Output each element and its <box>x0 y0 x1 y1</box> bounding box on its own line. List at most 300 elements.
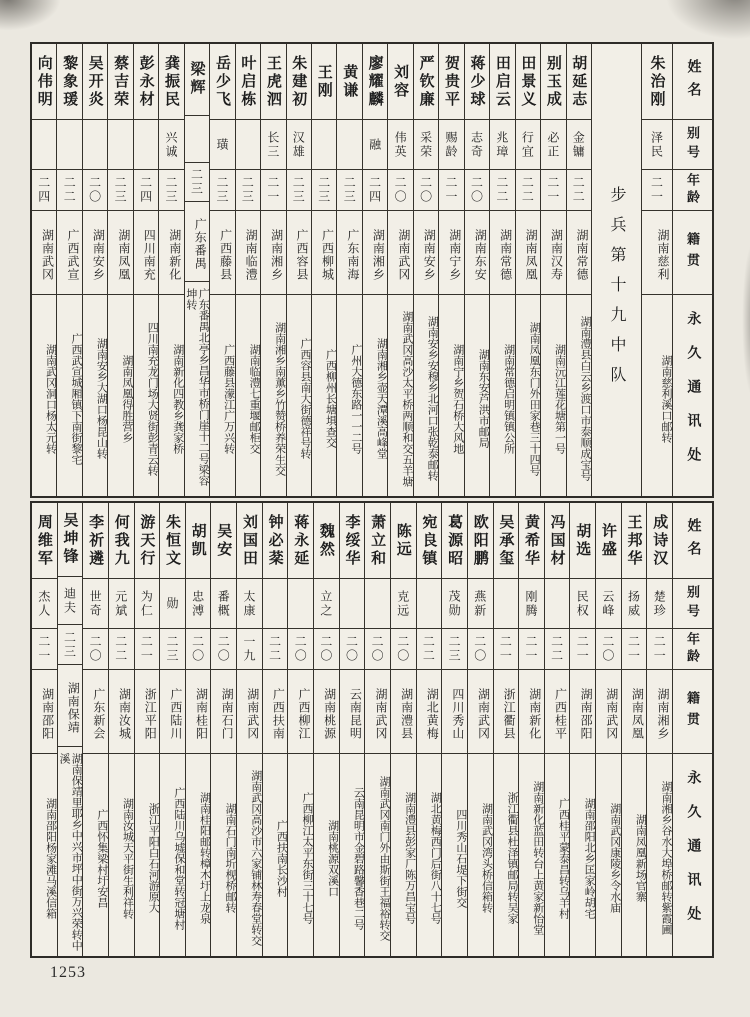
person-alias <box>57 120 81 170</box>
person-age: 二三 <box>210 170 234 211</box>
person-age: 二二 <box>57 170 81 211</box>
header-alias-label: 别号 <box>673 579 712 629</box>
person-native-place: 广西扶南 <box>263 670 288 754</box>
person-alias: 迪夫 <box>58 577 83 626</box>
person-native-place: 湖南慈利 <box>642 211 672 295</box>
person-native-place: 湖南常德 <box>490 211 514 295</box>
person-alias: 忠溥 <box>186 579 211 629</box>
person-alias: 勋 <box>160 579 185 629</box>
person-native-place: 湖南邵阳 <box>570 670 595 754</box>
person-native-place: 湖南湘乡 <box>647 670 672 754</box>
person-alias <box>32 120 56 170</box>
person-name: 向伟明 <box>32 44 56 120</box>
roster-entry-column <box>540 44 565 496</box>
person-name: 胡延志 <box>567 44 591 120</box>
person-age: 二一 <box>647 629 672 670</box>
person-address: 广西藤县濛江广万兴转 <box>222 343 235 454</box>
person-name: 梁辉 <box>185 44 209 116</box>
person-alias: 金镛 <box>567 120 591 170</box>
person-name: 冯国材 <box>545 503 570 579</box>
person-name: 葛源昭 <box>442 503 467 579</box>
person-address: 湖南宁乡贺石桥大风地 <box>451 343 464 454</box>
person-name: 贺贵平 <box>439 44 463 120</box>
person-name: 胡凯 <box>186 503 211 579</box>
person-alias: 长三 <box>261 120 285 170</box>
person-alias: 融 <box>363 120 387 170</box>
roster-entry-column <box>313 503 339 956</box>
person-name: 严钦廉 <box>414 44 438 120</box>
person-alias: 兴诚 <box>159 120 183 170</box>
person-native-place: 广西柳城 <box>312 211 336 295</box>
person-age: 二一 <box>32 629 57 670</box>
roster-entry-column <box>364 503 390 956</box>
person-age: 二二 <box>567 170 591 211</box>
person-alias: 楚珍 <box>647 579 672 629</box>
person-address: 四川秀山石堤下街交 <box>454 808 467 908</box>
person-alias: 为仁 <box>135 579 160 629</box>
person-address: 湖南凤凰得胜营乡 <box>120 354 133 443</box>
roster-entry-column <box>493 503 519 956</box>
person-name: 刘容 <box>388 44 412 120</box>
person-native-place: 浙江衢县 <box>494 670 519 754</box>
header-name-label: 姓名 <box>673 503 712 579</box>
roster-table-top <box>30 42 714 498</box>
person-age: 二三 <box>58 625 83 665</box>
person-alias: 立之 <box>314 579 339 629</box>
header-name-label: 姓名 <box>673 44 712 120</box>
person-name: 宛良镇 <box>417 503 442 579</box>
roster-entry-column <box>185 503 211 956</box>
roster-entry-column <box>159 503 185 956</box>
roster-entry-column <box>621 503 647 956</box>
person-native-place: 云南昆明 <box>340 670 365 754</box>
person-age: 二一 <box>642 170 672 211</box>
person-native-place: 广东南海 <box>337 211 361 295</box>
person-age: 二三 <box>159 170 183 211</box>
roster-entry-column <box>416 503 442 956</box>
person-native-place: 湖南湘乡 <box>363 211 387 295</box>
roster-entry-column <box>441 503 467 956</box>
person-name: 彭永材 <box>134 44 158 120</box>
person-age: 一九 <box>237 629 262 670</box>
person-age: 二一 <box>135 629 160 670</box>
person-native-place: 湖南凤凰 <box>108 211 132 295</box>
person-age: 二一 <box>541 170 565 211</box>
person-address: 广西桂平蒙泰昌转乌羊村 <box>557 797 570 919</box>
person-address: 湖南邵阳北乡匡家岭胡宅 <box>583 797 596 919</box>
person-address: 湖南凤凰东门外田家巷三十四号 <box>528 321 541 476</box>
roster-entry-column <box>362 44 387 496</box>
person-age: 二三 <box>160 629 185 670</box>
person-address: 广西容县南大街德祥号转 <box>299 338 312 459</box>
person-address: 湖南澧县彭家厂陈万昌宝号 <box>403 792 416 924</box>
person-age: 二二 <box>109 629 134 670</box>
person-age: 二一 <box>519 629 544 670</box>
roster-entry-column <box>518 503 544 956</box>
person-native-place: 湖南武冈 <box>237 670 262 754</box>
person-alias: 璜 <box>210 120 234 170</box>
person-alias: 克远 <box>391 579 416 629</box>
person-address: 湖南临澧七重堰邮柜交 <box>248 343 261 454</box>
person-address: 湖南邵阳杨家滩马溪信箱 <box>44 797 57 919</box>
person-native-place: 湖南汉寿 <box>541 211 565 295</box>
header-alias-label: 别号 <box>673 120 712 170</box>
person-name: 欧阳鹏 <box>468 503 493 579</box>
person-alias: 汉雄 <box>287 120 311 170</box>
person-name: 周维军 <box>32 503 57 579</box>
person-native-place: 广西桂平 <box>545 670 570 754</box>
roster-entry-column <box>544 503 570 956</box>
person-address: 广西柳江太平东街三十七号 <box>301 792 314 924</box>
roster-entry-column <box>569 503 595 956</box>
header-age-label: 年龄 <box>673 170 712 211</box>
person-age: 二二 <box>417 629 442 670</box>
person-native-place: 湖南湘乡 <box>261 211 285 295</box>
roster-entry-column <box>134 503 160 956</box>
scan-smudge-top-left <box>0 0 68 35</box>
roster-entry-column <box>438 44 463 496</box>
person-alias: 云峰 <box>596 579 621 629</box>
person-age: 二〇 <box>388 170 412 211</box>
person-alias <box>236 120 260 170</box>
roster-entry-column <box>210 503 236 956</box>
roster-entry-column <box>209 44 234 496</box>
roster-entry-column <box>133 44 158 496</box>
person-address: 湖南东安芦洪市邮局 <box>477 349 490 448</box>
person-address: 广西武宣城厢镇下南街黎宅 <box>69 332 82 465</box>
person-address: 湖南汝城天平街生利祥转 <box>121 797 134 919</box>
roster-entry-column <box>390 503 416 956</box>
roster-entry-column <box>566 44 591 496</box>
roster-entry-column <box>82 503 108 956</box>
person-alias: 民权 <box>570 579 595 629</box>
person-native-place: 四川秀山 <box>442 670 467 754</box>
person-age: 二三 <box>108 170 132 211</box>
person-alias: 世奇 <box>83 579 108 629</box>
roster-entry-column <box>515 44 540 496</box>
person-native-place: 浙江平阳 <box>135 670 160 754</box>
person-age: 二〇 <box>186 629 211 670</box>
person-address: 湖南沅江莲花塘第一号 <box>553 343 566 454</box>
person-alias <box>288 579 313 629</box>
roster-entry-column <box>262 503 288 956</box>
person-age: 二三 <box>312 170 336 211</box>
person-age: 二四 <box>134 170 158 211</box>
person-age: 二四 <box>32 170 56 211</box>
person-native-place: 湖南宁乡 <box>439 211 463 295</box>
person-alias <box>312 120 336 170</box>
person-name: 廖耀麟 <box>363 44 387 120</box>
roster-entry-column <box>464 44 489 496</box>
person-address: 广东番禺北亭乡昌华市桥门崖十二号梁容坤转 <box>184 287 210 486</box>
person-age: 二二 <box>516 170 540 211</box>
person-native-place: 湖南武冈 <box>388 211 412 295</box>
person-age: 二〇 <box>465 170 489 211</box>
person-name: 王虎泗 <box>261 44 285 120</box>
roster-table-bottom <box>30 501 714 958</box>
person-age: 二一 <box>439 170 463 211</box>
person-name: 蔡吉荣 <box>108 44 132 120</box>
person-address: 湖南慈利溪口邮转 <box>660 354 672 443</box>
person-age: 二〇 <box>83 170 107 211</box>
person-address: 湖南桃源双溪口 <box>326 819 339 897</box>
person-native-place: 湖北黄梅 <box>417 670 442 754</box>
person-age: 二一 <box>261 170 285 211</box>
person-address: 湖南湘乡壶天潭溪高峰堂 <box>375 338 388 459</box>
roster-entry-column <box>32 503 57 956</box>
roster-entry-column <box>595 503 621 956</box>
person-name: 龚振民 <box>159 44 183 120</box>
person-native-place: 湖南武冈 <box>32 211 56 295</box>
person-native-place: 湖南武冈 <box>596 670 621 754</box>
person-alias <box>417 579 442 629</box>
person-age: 二〇 <box>391 629 416 670</box>
person-address: 湖南新化蓝田转台上黄家新怡堂 <box>531 781 544 935</box>
person-name: 蒋永延 <box>288 503 313 579</box>
person-age: 二一 <box>570 629 595 670</box>
person-native-place: 湖南武冈 <box>365 670 390 754</box>
person-name: 吴开炎 <box>83 44 107 120</box>
person-name: 朱治刚 <box>642 44 672 120</box>
person-address: 湖南澧县白云乡渡口市泰顺成宝号 <box>579 316 591 481</box>
person-native-place: 湖南保靖 <box>58 665 83 747</box>
person-native-place: 广东新会 <box>83 670 108 754</box>
person-address: 湖南新化四教乡龚家桥 <box>171 343 184 454</box>
person-age: 二四 <box>363 170 387 211</box>
person-alias: 伟英 <box>388 120 412 170</box>
roster-entry-column <box>82 44 107 496</box>
person-age: 二三 <box>236 170 260 211</box>
person-name: 田景义 <box>516 44 540 120</box>
roster-entry-column <box>286 44 311 496</box>
header-column <box>672 503 712 956</box>
page-number: 1253 <box>50 964 86 981</box>
person-native-place: 湖南武冈 <box>468 670 493 754</box>
roster-entry-column <box>287 503 313 956</box>
roster-entry-column <box>158 44 183 496</box>
person-native-place: 四川南充 <box>134 211 158 295</box>
person-native-place: 湖南石门 <box>211 670 236 754</box>
person-native-place: 湖南汝城 <box>109 670 134 754</box>
person-age: 二三 <box>442 629 467 670</box>
roster-entry-column <box>184 44 209 496</box>
person-name: 吴安 <box>211 503 236 579</box>
person-address: 湖南武冈康陵乡令水庙 <box>608 803 621 913</box>
person-name: 王邦华 <box>622 503 647 579</box>
person-native-place: 广西陆川 <box>160 670 185 754</box>
person-address: 四川南充龙门场大贤街彭青云转 <box>146 321 159 476</box>
person-alias <box>263 579 288 629</box>
roster-entry-column <box>467 503 493 956</box>
person-name: 陈远 <box>391 503 416 579</box>
roster-entry-column <box>646 503 672 956</box>
person-age: 二〇 <box>314 629 339 670</box>
person-alias: 泽民 <box>642 120 672 170</box>
person-native-place: 湖南邵阳 <box>32 670 57 754</box>
person-alias: 茂勋 <box>442 579 467 629</box>
roster-entry-column <box>57 503 83 956</box>
person-alias: 扬威 <box>622 579 647 629</box>
person-name: 田启云 <box>490 44 514 120</box>
person-name: 别玉成 <box>541 44 565 120</box>
person-age: 二一 <box>494 629 519 670</box>
person-address: 浙江平阳白石河游原大 <box>147 803 160 913</box>
person-address: 湖南安乡安穆乡北河口张乾泰邮转 <box>426 316 439 481</box>
header-native-label: 籍贯 <box>673 670 712 754</box>
person-native-place: 湖南安乡 <box>414 211 438 295</box>
roster-entry-column <box>260 44 285 496</box>
person-address: 云南昆明市金碧路馨香巷二号 <box>352 786 365 930</box>
person-age: 二〇 <box>340 629 365 670</box>
scan-smudge-top-right <box>660 0 750 43</box>
scan-smudge-right-edge <box>742 240 750 400</box>
person-name: 游天行 <box>135 503 160 579</box>
person-native-place: 湖南桂阳 <box>186 670 211 754</box>
person-native-place: 广西藤县 <box>210 211 234 295</box>
person-alias: 志奇 <box>465 120 489 170</box>
person-native-place: 湖南凤凰 <box>516 211 540 295</box>
person-address: 湖南安乡大湖口杨昆山转 <box>95 338 108 459</box>
person-native-place: 湖南临澧 <box>236 211 260 295</box>
person-name: 朱恒文 <box>160 503 185 579</box>
person-name: 岳少飞 <box>210 44 234 120</box>
person-name: 李祈遴 <box>83 503 108 579</box>
person-alias <box>340 579 365 629</box>
roster-entry-column <box>387 44 412 496</box>
person-name: 王刚 <box>312 44 336 120</box>
roster-entry-column <box>311 44 336 496</box>
person-alias: 元斌 <box>109 579 134 629</box>
person-address: 湖南武冈高沙市六家铺林寿春堂转交 <box>249 770 262 946</box>
person-native-place: 湖南东安 <box>465 211 489 295</box>
person-name: 许盛 <box>596 503 621 579</box>
person-name: 何我九 <box>109 503 134 579</box>
person-alias <box>365 579 390 629</box>
person-address: 湖南武冈湾头桥信箱转 <box>480 803 493 913</box>
roster-entry-column <box>339 503 365 956</box>
person-age: 二二 <box>545 629 570 670</box>
person-age: 二〇 <box>365 629 390 670</box>
person-name: 黄希华 <box>519 503 544 579</box>
person-name: 黄谦 <box>337 44 361 120</box>
person-address: 湖北黄梅西门后街八十七号 <box>429 792 442 924</box>
person-age: 二一 <box>622 629 647 670</box>
person-alias: 杰人 <box>32 579 57 629</box>
person-address: 湖南凤凰新场官寨 <box>634 814 647 902</box>
person-alias <box>494 579 519 629</box>
person-address: 广西扶南长沙村 <box>275 819 288 897</box>
person-address: 广州大德东路一一二号 <box>349 343 362 454</box>
person-address: 湖南湘乡南薰乡竹赞桥养荣生交 <box>273 321 286 476</box>
header-column <box>672 44 712 496</box>
person-address: 湖南武冈南门外由斯街王福裕转交 <box>377 775 390 941</box>
person-native-place: 广西武宣 <box>57 211 81 295</box>
person-age: 二〇 <box>83 629 108 670</box>
roster-entry-column <box>108 503 134 956</box>
person-alias <box>108 120 132 170</box>
person-native-place: 广西容县 <box>287 211 311 295</box>
roster-entry-column <box>235 44 260 496</box>
person-native-place: 湖南新化 <box>159 211 183 295</box>
person-age: 二〇 <box>596 629 621 670</box>
person-name: 朱建初 <box>287 44 311 120</box>
person-age: 二二 <box>490 170 514 211</box>
roster-entry-column <box>336 44 361 496</box>
person-address: 湖南武冈高沙太平桥两顺和交五羊塘 <box>400 310 413 487</box>
person-age: 二三 <box>337 170 361 211</box>
person-age: 二〇 <box>211 629 236 670</box>
person-name: 魏然 <box>314 503 339 579</box>
person-age: 二三 <box>287 170 311 211</box>
person-address: 广西怀集梁村圩安昌 <box>95 808 108 908</box>
person-native-place: 湖南桃源 <box>314 670 339 754</box>
person-alias <box>337 120 361 170</box>
roster-entry-column <box>56 44 81 496</box>
person-address: 浙江衢县杜泽镇邮局转吴家 <box>506 792 519 924</box>
person-alias: 赐龄 <box>439 120 463 170</box>
person-name: 萧立和 <box>365 503 390 579</box>
person-alias: 太康 <box>237 579 262 629</box>
header-address-label: 永久通讯处 <box>685 770 701 940</box>
person-name: 刘国田 <box>237 503 262 579</box>
unit-designation-column <box>591 44 641 496</box>
person-alias: 兆璋 <box>490 120 514 170</box>
person-name: 李绥华 <box>340 503 365 579</box>
person-name: 蒋少球 <box>465 44 489 120</box>
person-alias: 必正 <box>541 120 565 170</box>
person-name: 吴承玺 <box>494 503 519 579</box>
person-age: 二〇 <box>288 629 313 670</box>
person-address: 湖南常德启明镇镇公所 <box>502 343 515 454</box>
person-address: 湖南武冈洞口杨太元转 <box>44 343 57 454</box>
person-address: 广西柳州长塘埧查交 <box>324 349 337 448</box>
person-alias: 番概 <box>211 579 236 629</box>
person-address: 湖南保靖里耶乡中兴市坪中街万兴荣转中溪 <box>57 753 83 952</box>
person-alias <box>185 116 209 163</box>
person-native-place: 湖南新化 <box>519 670 544 754</box>
person-native-place: 广东番禺 <box>185 202 209 282</box>
person-alias: 采荣 <box>414 120 438 170</box>
person-address: 湖南石门南圻枧桥邮转 <box>224 803 237 913</box>
person-native-place: 湖南凤凰 <box>622 670 647 754</box>
person-alias <box>134 120 158 170</box>
person-name: 成诗汉 <box>647 503 672 579</box>
person-native-place: 湖南常德 <box>567 211 591 295</box>
roster-entry-column <box>107 44 132 496</box>
person-age: 二三 <box>185 163 209 202</box>
person-native-place: 广西柳江 <box>288 670 313 754</box>
unit-designation-label: 步兵第十九中队 <box>608 186 625 396</box>
person-native-place: 湖南澧县 <box>391 670 416 754</box>
roster-entry-column <box>236 503 262 956</box>
roster-entry-column <box>413 44 438 496</box>
person-address: 湖南桂阳邮转樟木圩上龙泉 <box>198 792 211 924</box>
person-name: 钟必棻 <box>263 503 288 579</box>
person-address: 广西陆川乌墟保和堂转冠塘村 <box>172 786 185 930</box>
header-native-label: 籍贯 <box>673 211 712 295</box>
person-name: 叶启栋 <box>236 44 260 120</box>
person-alias <box>83 120 107 170</box>
roster-entry-column <box>32 44 56 496</box>
person-name: 黎象瑗 <box>57 44 81 120</box>
person-age: 二〇 <box>414 170 438 211</box>
person-address: 湖南湘乡谷水大埠桥邮转紫霞圃 <box>660 781 672 935</box>
person-name: 胡选 <box>570 503 595 579</box>
header-age-label: 年龄 <box>673 629 712 670</box>
person-native-place: 湖南安乡 <box>83 211 107 295</box>
person-alias <box>545 579 570 629</box>
person-alias: 行宜 <box>516 120 540 170</box>
